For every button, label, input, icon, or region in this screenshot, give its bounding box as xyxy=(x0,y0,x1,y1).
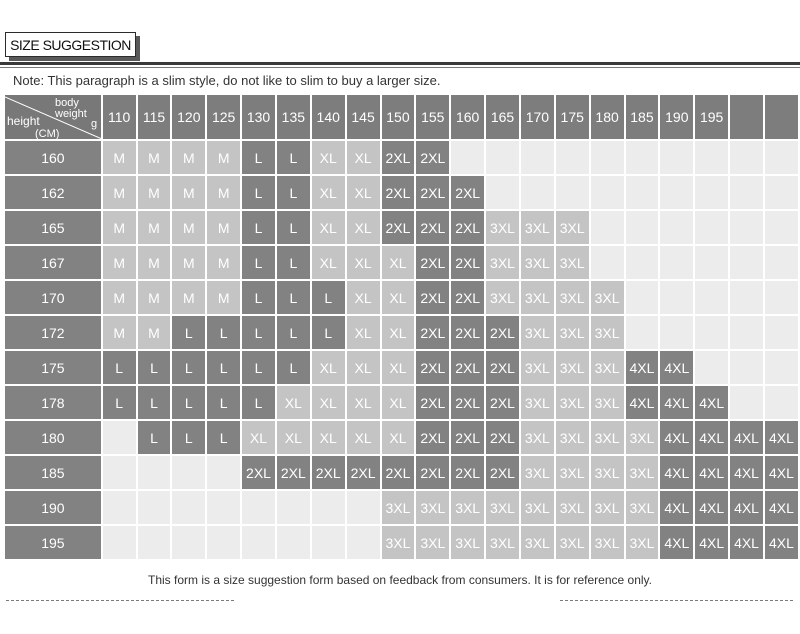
size-cell: XL xyxy=(382,281,415,314)
height-label-cell: 170 xyxy=(5,281,101,314)
size-cell xyxy=(207,456,240,489)
weight-header-cell: 110 xyxy=(103,95,136,139)
size-cell xyxy=(765,281,798,314)
size-cell: XL xyxy=(347,176,380,209)
size-cell: 4XL xyxy=(660,456,693,489)
size-cell: 3XL xyxy=(591,386,624,419)
size-cell: M xyxy=(172,141,205,174)
size-cell: 3XL xyxy=(486,246,519,279)
size-cell: 3XL xyxy=(486,281,519,314)
size-cell: XL xyxy=(312,351,345,384)
size-cell xyxy=(207,526,240,559)
size-cell: M xyxy=(207,281,240,314)
size-cell: 3XL xyxy=(556,421,589,454)
size-cell: 3XL xyxy=(556,456,589,489)
size-cell xyxy=(660,316,693,349)
weight-header-cell: 170 xyxy=(521,95,554,139)
height-label-cell: 175 xyxy=(5,351,101,384)
size-cell xyxy=(626,141,659,174)
size-cell: 3XL xyxy=(556,526,589,559)
size-cell: XL xyxy=(312,386,345,419)
size-cell xyxy=(207,491,240,524)
size-cell: L xyxy=(277,351,310,384)
size-cell xyxy=(626,316,659,349)
corner-label-unit-g: g xyxy=(91,118,98,130)
size-cell: XL xyxy=(312,246,345,279)
size-cell: 2XL xyxy=(451,246,484,279)
size-cell xyxy=(172,456,205,489)
size-cell xyxy=(138,491,171,524)
weight-header-cell: 135 xyxy=(277,95,310,139)
size-cell xyxy=(521,176,554,209)
size-cell xyxy=(695,176,728,209)
size-cell: 3XL xyxy=(521,351,554,384)
size-cell: M xyxy=(103,316,136,349)
size-cell xyxy=(765,141,798,174)
size-cell xyxy=(591,141,624,174)
size-cell xyxy=(103,421,136,454)
size-cell: XL xyxy=(277,386,310,419)
size-cell: 2XL xyxy=(486,421,519,454)
weight-header-cell: 160 xyxy=(451,95,484,139)
size-cell xyxy=(730,386,763,419)
size-cell xyxy=(730,211,763,244)
size-cell: 2XL xyxy=(416,456,449,489)
size-cell: XL xyxy=(312,421,345,454)
weight-header-cell: 125 xyxy=(207,95,240,139)
size-cell: XL xyxy=(347,421,380,454)
size-cell xyxy=(765,211,798,244)
size-cell: 2XL xyxy=(486,456,519,489)
size-cell xyxy=(730,246,763,279)
size-cell: M xyxy=(138,281,171,314)
size-cell: XL xyxy=(277,421,310,454)
size-row xyxy=(5,246,798,279)
size-cell xyxy=(626,281,659,314)
corner-label-height: height xyxy=(7,114,40,128)
size-cell: M xyxy=(103,281,136,314)
size-cell: L xyxy=(242,316,275,349)
size-cell: 2XL xyxy=(312,456,345,489)
size-cell: XL xyxy=(347,141,380,174)
size-cell: 2XL xyxy=(451,351,484,384)
weight-header-cell: 175 xyxy=(556,95,589,139)
height-label-cell: 195 xyxy=(5,526,101,559)
size-cell: XL xyxy=(242,421,275,454)
size-cell: M xyxy=(138,141,171,174)
size-cell: 2XL xyxy=(486,351,519,384)
weight-header-cell: 185 xyxy=(626,95,659,139)
size-cell: 2XL xyxy=(451,176,484,209)
size-cell: L xyxy=(103,386,136,419)
size-cell: 3XL xyxy=(416,491,449,524)
size-row xyxy=(5,211,798,244)
size-cell xyxy=(451,141,484,174)
size-cell: 3XL xyxy=(416,526,449,559)
dashed-divider xyxy=(6,600,234,601)
size-cell: 2XL xyxy=(451,456,484,489)
size-cell: 3XL xyxy=(591,421,624,454)
size-cell: 4XL xyxy=(765,491,798,524)
size-cell: 4XL xyxy=(660,526,693,559)
size-cell xyxy=(730,176,763,209)
size-row xyxy=(5,491,798,524)
size-cell: 3XL xyxy=(521,421,554,454)
size-cell: XL xyxy=(382,316,415,349)
size-cell xyxy=(730,281,763,314)
size-cell: 3XL xyxy=(486,491,519,524)
size-cell xyxy=(172,491,205,524)
size-cell: 2XL xyxy=(242,456,275,489)
height-label-cell: 172 xyxy=(5,316,101,349)
corner-label-body: body xyxy=(55,97,79,109)
size-cell: M xyxy=(172,176,205,209)
size-cell: 2XL xyxy=(451,211,484,244)
size-row xyxy=(5,351,798,384)
size-cell: 3XL xyxy=(382,491,415,524)
size-cell: XL xyxy=(312,211,345,244)
weight-header-cell: 120 xyxy=(172,95,205,139)
weight-header-cell xyxy=(765,95,798,139)
size-cell: L xyxy=(172,316,205,349)
weight-header-cell: 165 xyxy=(486,95,519,139)
size-chart-table xyxy=(3,93,800,561)
size-cell: 4XL xyxy=(695,491,728,524)
size-cell xyxy=(626,211,659,244)
size-cell: L xyxy=(242,351,275,384)
size-cell: L xyxy=(312,281,345,314)
size-cell: M xyxy=(207,211,240,244)
size-cell: 2XL xyxy=(347,456,380,489)
size-cell: 3XL xyxy=(451,526,484,559)
size-cell: L xyxy=(277,211,310,244)
size-cell: L xyxy=(312,316,345,349)
divider xyxy=(0,62,800,65)
size-cell: 3XL xyxy=(486,211,519,244)
size-row xyxy=(5,316,798,349)
size-cell: XL xyxy=(347,246,380,279)
size-cell: 2XL xyxy=(416,281,449,314)
size-cell: M xyxy=(207,141,240,174)
size-cell: 3XL xyxy=(556,386,589,419)
size-row xyxy=(5,141,798,174)
size-cell: M xyxy=(172,211,205,244)
size-cell: 4XL xyxy=(730,456,763,489)
size-cell: 3XL xyxy=(591,491,624,524)
size-cell xyxy=(765,316,798,349)
height-label-cell: 180 xyxy=(5,421,101,454)
size-cell: 3XL xyxy=(521,281,554,314)
size-cell: 3XL xyxy=(521,316,554,349)
size-cell: 2XL xyxy=(382,141,415,174)
size-row xyxy=(5,526,798,559)
size-cell: M xyxy=(207,176,240,209)
size-row xyxy=(5,176,798,209)
size-cell: 3XL xyxy=(626,491,659,524)
size-cell xyxy=(730,141,763,174)
size-cell: 4XL xyxy=(765,456,798,489)
size-cell: M xyxy=(138,246,171,279)
size-cell: XL xyxy=(347,316,380,349)
size-cell: L xyxy=(277,316,310,349)
size-cell: 3XL xyxy=(591,351,624,384)
size-cell: M xyxy=(172,281,205,314)
size-cell xyxy=(556,141,589,174)
size-cell xyxy=(660,176,693,209)
weight-header-cell: 150 xyxy=(382,95,415,139)
size-cell: L xyxy=(172,386,205,419)
size-cell: L xyxy=(207,421,240,454)
size-cell: 4XL xyxy=(626,386,659,419)
size-cell: M xyxy=(138,211,171,244)
weight-header-cell: 155 xyxy=(416,95,449,139)
height-label-cell: 160 xyxy=(5,141,101,174)
size-cell: L xyxy=(242,211,275,244)
size-cell: XL xyxy=(312,141,345,174)
size-cell: L xyxy=(277,281,310,314)
size-cell: 4XL xyxy=(765,526,798,559)
height-label-cell: 165 xyxy=(5,211,101,244)
height-label-cell: 178 xyxy=(5,386,101,419)
size-cell: L xyxy=(242,246,275,279)
size-cell xyxy=(695,351,728,384)
size-cell: 3XL xyxy=(451,491,484,524)
size-cell: M xyxy=(138,176,171,209)
size-cell: XL xyxy=(382,246,415,279)
size-cell: XL xyxy=(312,176,345,209)
size-cell xyxy=(626,246,659,279)
size-cell xyxy=(695,211,728,244)
size-cell: XL xyxy=(382,351,415,384)
size-cell: 3XL xyxy=(486,526,519,559)
size-cell: XL xyxy=(347,386,380,419)
size-cell: 4XL xyxy=(730,491,763,524)
size-cell: L xyxy=(207,386,240,419)
size-cell: 3XL xyxy=(521,456,554,489)
size-cell: 2XL xyxy=(277,456,310,489)
size-cell: 2XL xyxy=(416,386,449,419)
size-cell xyxy=(730,351,763,384)
size-cell: 2XL xyxy=(382,456,415,489)
corner-header xyxy=(5,95,101,139)
size-cell: 4XL xyxy=(730,421,763,454)
size-cell xyxy=(765,351,798,384)
size-cell: 3XL xyxy=(556,246,589,279)
size-cell: 2XL xyxy=(416,176,449,209)
size-cell: 2XL xyxy=(416,351,449,384)
size-cell xyxy=(591,246,624,279)
size-cell: 2XL xyxy=(416,316,449,349)
height-label-cell: 162 xyxy=(5,176,101,209)
size-cell xyxy=(347,526,380,559)
size-cell: XL xyxy=(347,211,380,244)
size-cell: 4XL xyxy=(730,526,763,559)
size-cell xyxy=(486,176,519,209)
size-cell xyxy=(103,456,136,489)
size-cell: 4XL xyxy=(695,386,728,419)
size-cell xyxy=(486,141,519,174)
size-cell: 2XL xyxy=(486,386,519,419)
size-cell: XL xyxy=(347,351,380,384)
size-cell: L xyxy=(172,421,205,454)
size-cell: 3XL xyxy=(556,281,589,314)
size-cell: 2XL xyxy=(382,211,415,244)
size-cell: L xyxy=(207,316,240,349)
size-cell xyxy=(660,281,693,314)
size-cell: M xyxy=(103,246,136,279)
size-cell: 4XL xyxy=(660,351,693,384)
size-cell xyxy=(695,316,728,349)
size-cell xyxy=(660,211,693,244)
size-cell: 4XL xyxy=(660,386,693,419)
size-cell xyxy=(103,491,136,524)
size-cell xyxy=(521,141,554,174)
size-cell: 2XL xyxy=(451,386,484,419)
height-label-cell: 167 xyxy=(5,246,101,279)
size-cell: 4XL xyxy=(626,351,659,384)
size-row xyxy=(5,281,798,314)
size-cell xyxy=(626,176,659,209)
size-cell xyxy=(695,281,728,314)
size-cell xyxy=(765,246,798,279)
height-label-cell: 190 xyxy=(5,491,101,524)
size-cell xyxy=(695,141,728,174)
weight-header-cell: 180 xyxy=(591,95,624,139)
size-cell xyxy=(660,246,693,279)
size-cell xyxy=(730,316,763,349)
size-cell: L xyxy=(277,141,310,174)
size-cell: 3XL xyxy=(521,211,554,244)
size-cell: M xyxy=(103,176,136,209)
size-cell xyxy=(695,246,728,279)
size-cell: XL xyxy=(382,386,415,419)
size-cell: M xyxy=(103,141,136,174)
size-cell: 4XL xyxy=(660,491,693,524)
weight-header-cell: 115 xyxy=(138,95,171,139)
size-cell: 3XL xyxy=(626,421,659,454)
weight-header-cell: 140 xyxy=(312,95,345,139)
size-row xyxy=(5,456,798,489)
size-cell: M xyxy=(103,211,136,244)
size-cell: 3XL xyxy=(556,491,589,524)
size-cell: 4XL xyxy=(695,421,728,454)
size-cell: 4XL xyxy=(695,526,728,559)
size-cell: L xyxy=(138,421,171,454)
weight-header-cell xyxy=(730,95,763,139)
section-title: SIZE SUGGESTION xyxy=(5,32,136,57)
size-cell: L xyxy=(172,351,205,384)
divider xyxy=(0,67,800,68)
size-cell: L xyxy=(242,281,275,314)
size-cell xyxy=(242,491,275,524)
weight-header-cell: 195 xyxy=(695,95,728,139)
weight-header-cell: 130 xyxy=(242,95,275,139)
size-cell xyxy=(103,526,136,559)
size-cell: 3XL xyxy=(591,526,624,559)
size-cell: 2XL xyxy=(416,421,449,454)
size-cell: 4XL xyxy=(765,421,798,454)
size-cell xyxy=(765,176,798,209)
size-cell xyxy=(138,456,171,489)
size-cell: XL xyxy=(347,281,380,314)
size-cell: M xyxy=(207,246,240,279)
size-cell: 4XL xyxy=(660,421,693,454)
size-cell: L xyxy=(103,351,136,384)
size-cell: XL xyxy=(382,421,415,454)
size-cell: L xyxy=(242,386,275,419)
size-cell: 2XL xyxy=(416,141,449,174)
size-cell: 3XL xyxy=(591,281,624,314)
size-cell: 2XL xyxy=(416,211,449,244)
corner-label-weight: weight xyxy=(55,108,87,120)
size-cell xyxy=(242,526,275,559)
footer-note: This form is a size suggestion form based on feedback from consumers. It is for reference only. xyxy=(148,573,652,587)
size-cell: 3XL xyxy=(382,526,415,559)
size-cell: 3XL xyxy=(521,491,554,524)
size-cell: 3XL xyxy=(521,526,554,559)
size-row xyxy=(5,421,798,454)
size-cell xyxy=(591,211,624,244)
size-cell: 3XL xyxy=(521,386,554,419)
size-cell: 2XL xyxy=(416,246,449,279)
size-cell: 3XL xyxy=(591,456,624,489)
size-cell: L xyxy=(242,141,275,174)
size-cell: 3XL xyxy=(556,211,589,244)
size-cell xyxy=(660,141,693,174)
height-label-cell: 185 xyxy=(5,456,101,489)
size-cell xyxy=(591,176,624,209)
corner-label-unit-cm: (CM) xyxy=(35,128,60,139)
size-cell: L xyxy=(138,386,171,419)
size-cell xyxy=(347,491,380,524)
size-cell: L xyxy=(277,176,310,209)
size-cell xyxy=(138,526,171,559)
size-cell xyxy=(172,526,205,559)
size-row xyxy=(5,386,798,419)
size-cell: 2XL xyxy=(382,176,415,209)
weight-header-row xyxy=(5,95,798,139)
note-text: Note: This paragraph is a slim style, do not like to slim to buy a larger size. xyxy=(13,73,441,88)
size-cell: 2XL xyxy=(486,316,519,349)
size-cell: 3XL xyxy=(556,316,589,349)
size-cell: 3XL xyxy=(591,316,624,349)
size-cell xyxy=(277,491,310,524)
size-cell: L xyxy=(207,351,240,384)
size-cell: 3XL xyxy=(521,246,554,279)
size-cell: M xyxy=(138,316,171,349)
size-cell: M xyxy=(172,246,205,279)
size-cell xyxy=(312,491,345,524)
size-cell xyxy=(312,526,345,559)
size-cell: 2XL xyxy=(451,281,484,314)
size-cell: L xyxy=(138,351,171,384)
size-cell: L xyxy=(242,176,275,209)
size-cell: 2XL xyxy=(451,316,484,349)
weight-header-cell: 145 xyxy=(347,95,380,139)
weight-header-cell: 190 xyxy=(660,95,693,139)
size-cell xyxy=(556,176,589,209)
size-cell: 3XL xyxy=(556,351,589,384)
size-cell xyxy=(277,526,310,559)
size-cell: 3XL xyxy=(626,456,659,489)
size-cell: 3XL xyxy=(626,526,659,559)
size-cell xyxy=(765,386,798,419)
dashed-divider xyxy=(560,600,793,601)
size-cell: 4XL xyxy=(695,456,728,489)
size-cell: L xyxy=(277,246,310,279)
size-cell: 2XL xyxy=(451,421,484,454)
